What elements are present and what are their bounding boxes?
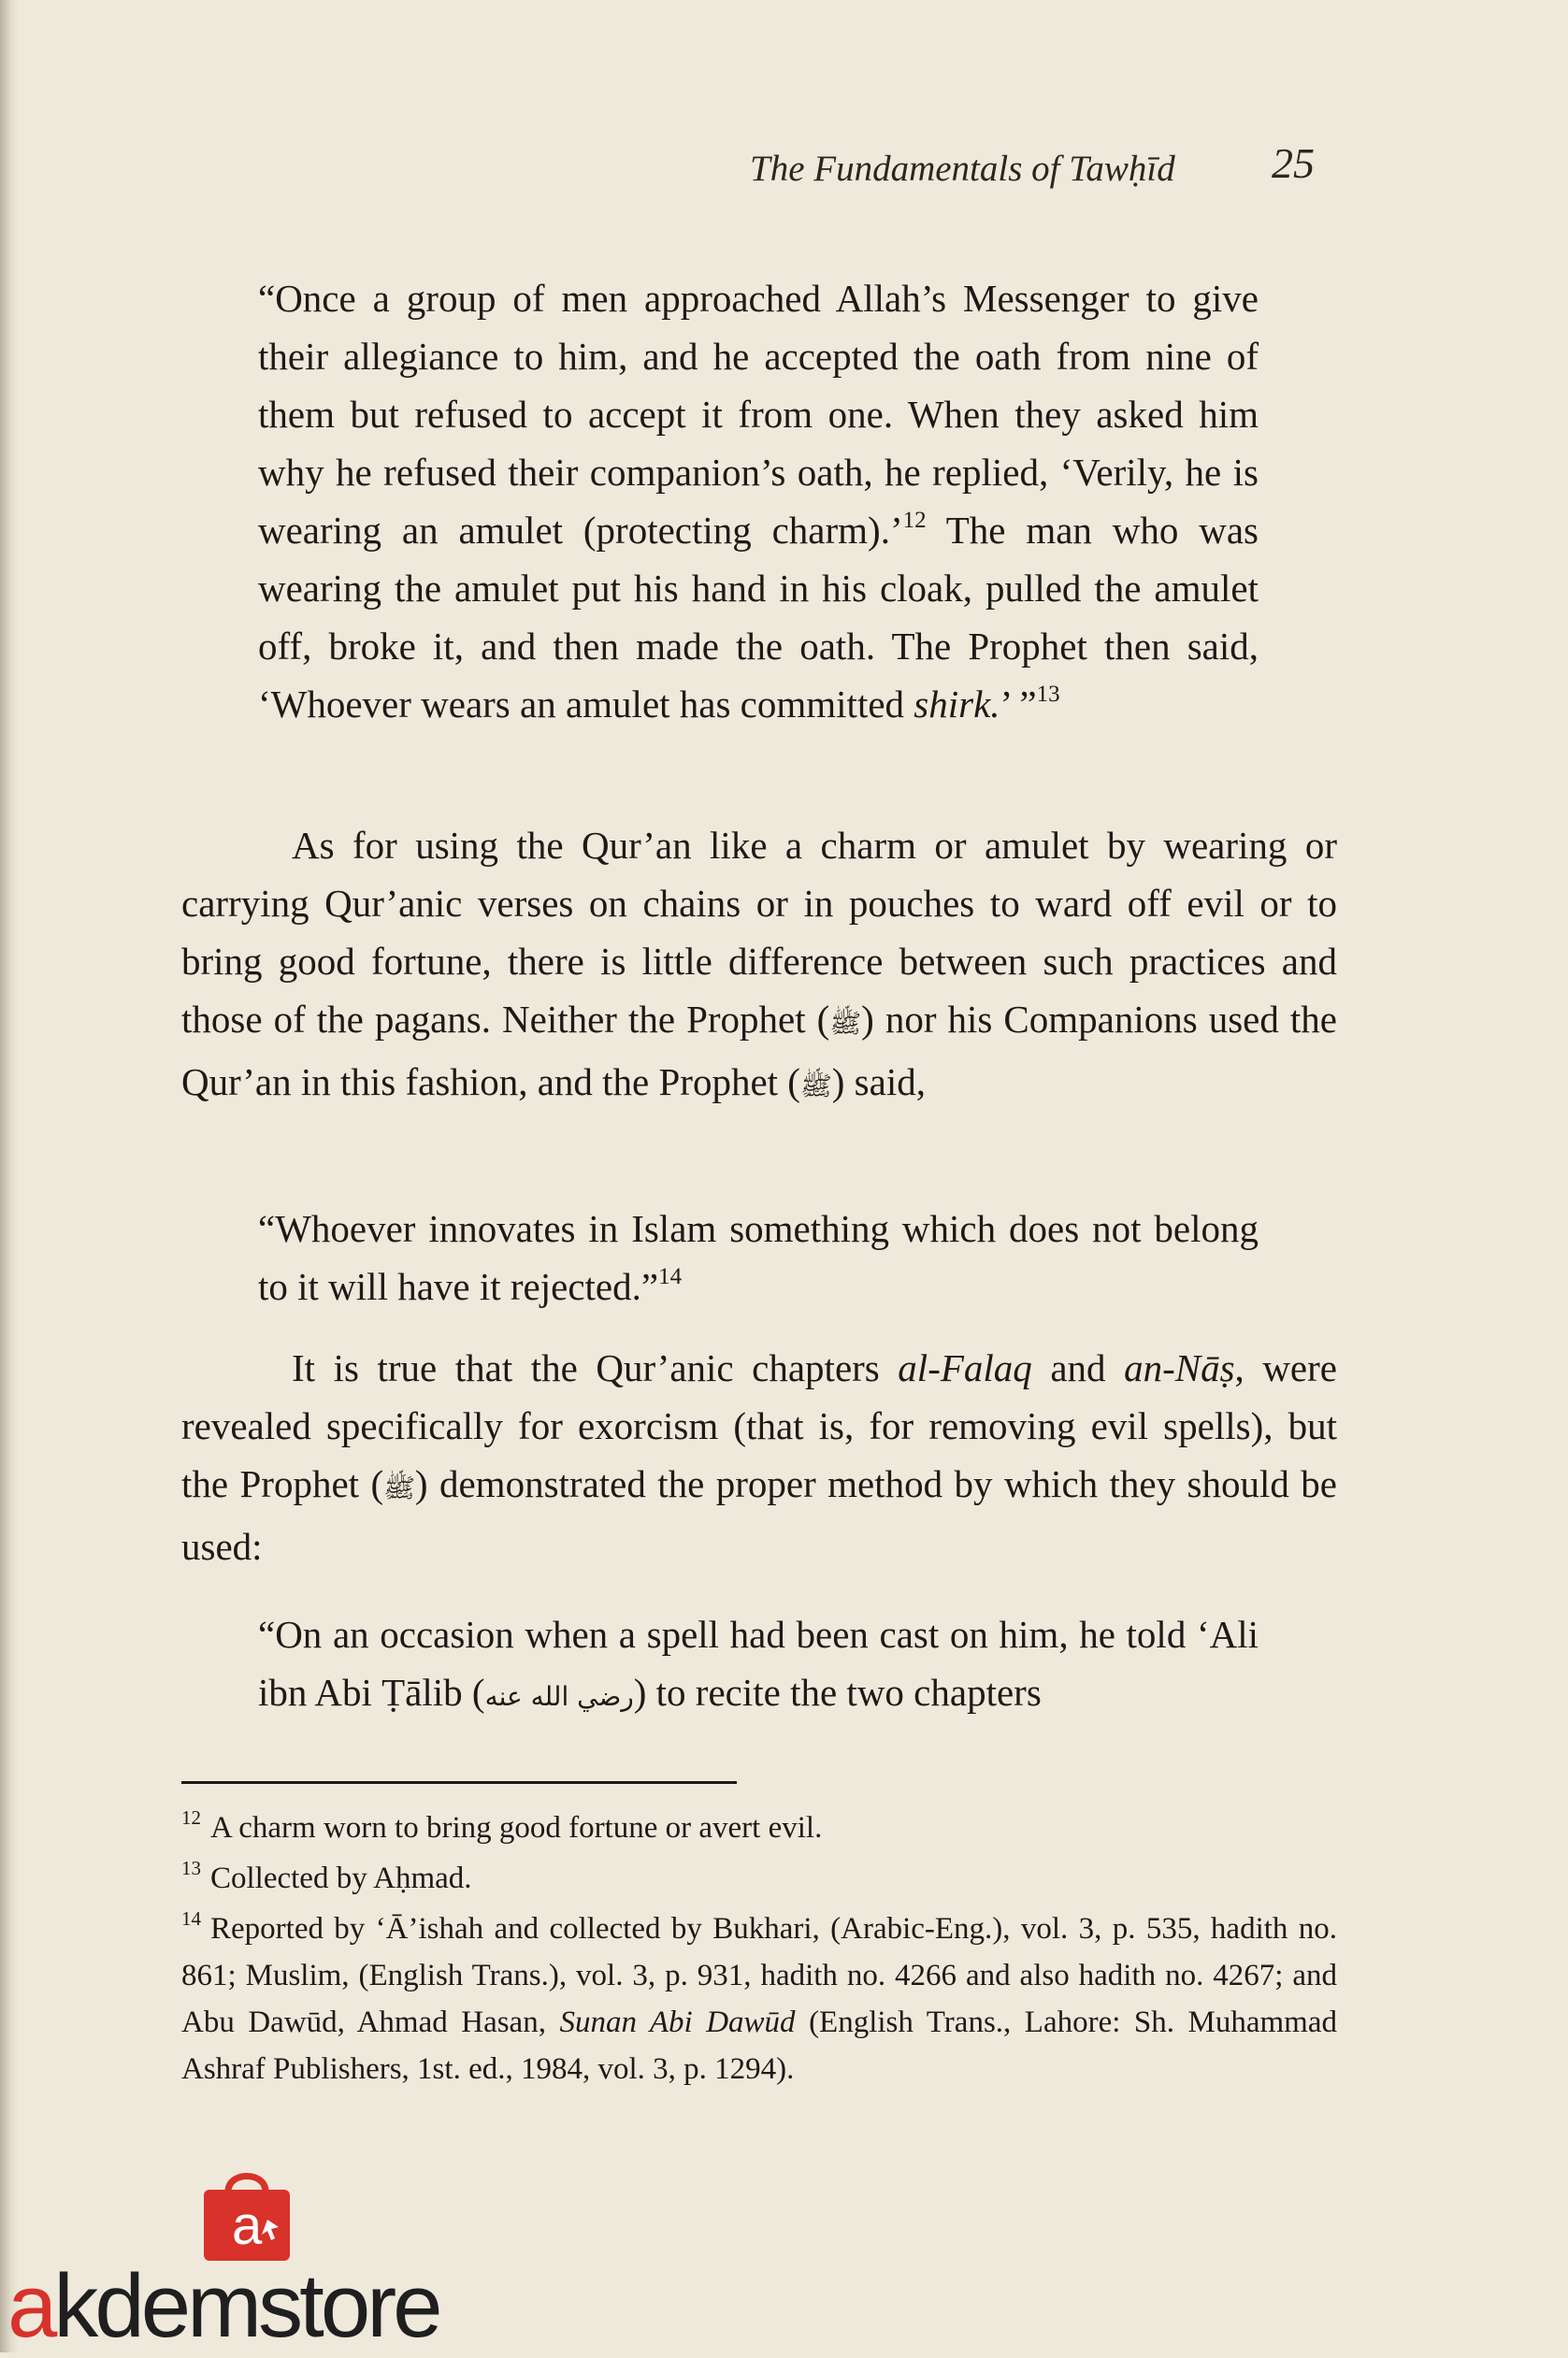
watermark-wordmark: akdemstore xyxy=(7,2256,439,2356)
footnotes xyxy=(181,1804,1337,2096)
quote-ali-ibn-abi-talib: “On an occasion when a spell had been cast on him, he told ‘Ali ibn Abi Ṭālib (رضي الله عنه) to recite the two chapters xyxy=(258,1613,1259,1714)
quote-innovation-hadith: “Whoever innovates in Islam something which does not belong to it will have it rejected.”$^{14}$ xyxy=(258,1207,1259,1308)
footnote-12: $^{12}$ A charm worn to bring good fortune or avert evil. xyxy=(181,1806,823,1845)
svg-text:a: a xyxy=(232,2195,263,2256)
quote-amulet-oath: “Once a group of men approached Allah’s Messenger to give their allegiance to him, and he accepted the oath from nine of them but refused to accept it from one. When they asked him why he refused their companion’s oath, he replied, ‘Verily, he is wearing an amulet (protecting charm).’$^{12}$ The man who was wearing the amulet put his hand in his cloak, pulled the amulet off, broke it, and then made the oath. The Prophet then said, ‘Whoever wears an amulet has committed shirk.’ ”$^{13}$ xyxy=(258,277,1259,726)
shopping-bag-logo-icon xyxy=(196,2167,297,2263)
footnote-ref-14[interactable]: 14 xyxy=(658,1264,683,1289)
running-head-title: The Fundamentals of Tawḥīd xyxy=(750,149,1175,189)
honorific-glyph: رضي الله عنه xyxy=(484,1681,634,1712)
footnote-13: $^{13}$ Collected by Aḥmad. xyxy=(181,1857,472,1895)
paragraph-falaq-nas: It is true that the Qur’anic chapters al-Falaq and an-Nāṣ, were revealed specifically for exorcism (that is, for removing evil spells), but the Prophet (ﷺ) demonstrated the proper method by which they should be used: xyxy=(181,1346,1337,1568)
honorific-glyph: ﷺ xyxy=(829,1008,862,1039)
footnote-ref-13[interactable]: 13 xyxy=(1036,682,1060,707)
akdemstore-watermark xyxy=(0,2160,524,2356)
paragraph-quran-amulets: As for using the Qur’an like a charm or amulet by wearing or carrying Qur’anic verses on chains or in pouches to ward off evil or to bring good fortune, there is little difference between such practices and those of the pagans. Neither the Prophet (ﷺ) nor his Companions used the Qur’an in this fashion, and the Prophet (ﷺ) said, xyxy=(181,824,1337,1103)
footnote-ref-12[interactable]: 12 xyxy=(902,508,927,533)
page-number: 25 xyxy=(1272,139,1315,187)
honorific-glyph: ﷺ xyxy=(799,1071,832,1101)
footnote-divider xyxy=(181,1781,737,1784)
footnote-14: $^{14}$ Reported by ‘Ā’ishah and collected by Bukhari, (Arabic-Eng.), vol. 3, p. 535, hadith no. 861; Muslim, (English Trans.), vol. 3, p. 931, hadith no. 4266 and also hadith no. 4267; and Abu Dawūd, Ahmad Hasan, Sunan Abi Dawūd (English Trans., Lahore: Sh. Muhammad Ashraf Publishers, 1st. ed., 1984, vol. 3, p. 1294). xyxy=(181,1907,1337,2086)
page-spine-shadow xyxy=(0,0,19,2352)
honorific-glyph: ﷺ xyxy=(383,1473,415,1503)
